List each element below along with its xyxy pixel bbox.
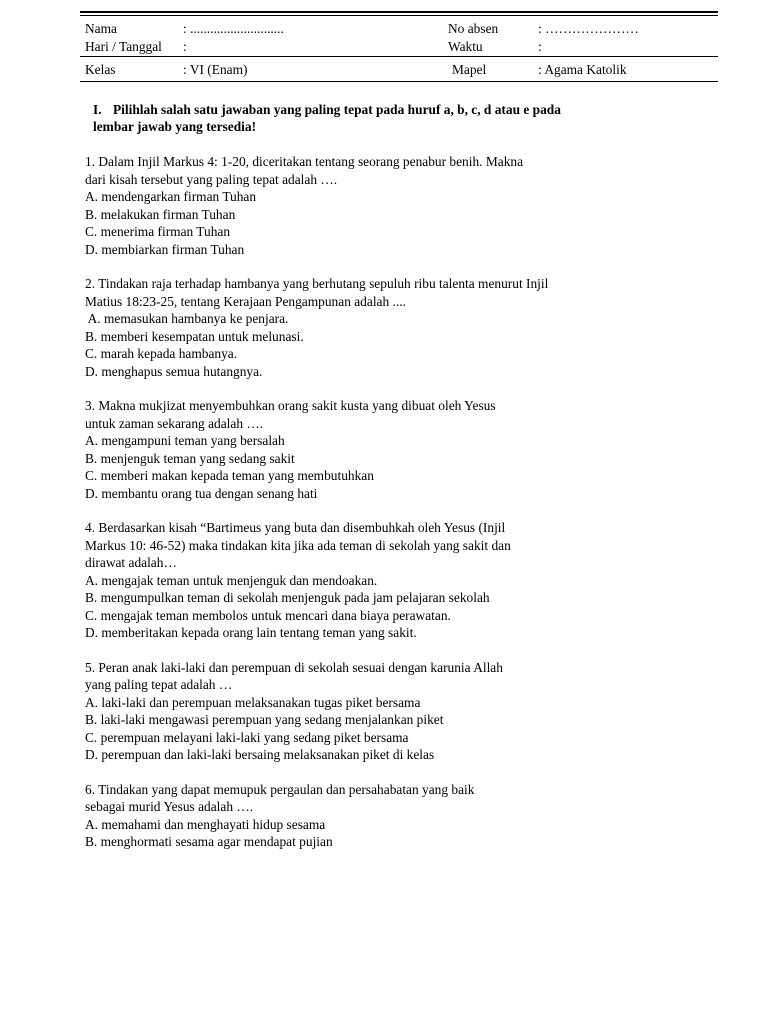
instruction-line-1: Pilihlah salah satu jawaban yang paling tepat pada huruf a, b, c, d atau e pada [113,102,561,117]
question-text-line: 6. Tindakan yang dapat memupuk pergaulan dan persahabatan yang baik [85,781,475,797]
question-1 [85,153,645,258]
absen-label: No absen [448,21,499,36]
kelas-value: : VI (Enam) [183,62,248,77]
hari-label: Hari / Tanggal [85,39,162,54]
answer-option: A. memahami dan menghayati hidup sesama [85,816,326,832]
mapel-value: : Agama Katolik [538,62,627,77]
answer-option: A. mengampuni teman yang bersalah [85,433,285,448]
answer-option: C. marah kepada hambanya. [85,346,238,361]
header-top-rule-thin [80,15,718,16]
header-mid-rule [80,56,718,57]
question-list [85,153,645,868]
instruction-number: I. [93,102,102,117]
header-top-rule [80,11,718,13]
question-text-line: Markus 10: 46-52) maka tindakan kita jika ada teman di sekolah yang sakit dan [85,537,511,553]
question-text-line: 4. Berdasarkan kisah “Bartimeus yang buta dan disembuhkah oleh Yesus (Injil [85,520,506,535]
nama-value: : ............................ [183,21,284,36]
answer-option: A. mendengarkan firman Tuhan [85,189,257,204]
question-text-line: sebagai murid Yesus adalah …. [85,799,254,814]
answer-option: C. mengajak teman membolos untuk mencari dana biaya perawatan. [85,607,451,623]
kelas-label: Kelas [85,62,116,77]
hari-value: : [183,39,187,54]
instruction [93,101,653,135]
question-2 [85,275,645,380]
answer-option: C. perempuan melayani laki-laki yang sedang piket bersama [85,729,409,745]
question-5 [85,659,645,764]
answer-option: D. menghapus semua hutangnya. [85,363,263,379]
question-4 [85,519,645,642]
header-bottom-rule [80,81,718,82]
question-text-line: dirawat adalah… [85,555,177,570]
answer-option: D. membiarkan firman Tuhan [85,241,245,257]
answer-option: A. laki-laki dan perempuan melaksanakan tugas piket bersama [85,694,421,710]
question-text-line: yang paling tepat adalah … [85,677,233,692]
answer-option: D. perempuan dan laki-laki bersaing melaksanakan piket di kelas [85,747,435,762]
answer-option: B. mengumpulkan teman di sekolah menjenguk pada jam pelajaran sekolah [85,590,490,605]
answer-option: A. mengajak teman untuk menjenguk dan mendoakan. [85,572,378,588]
answer-option: C. menerima firman Tuhan [85,224,231,239]
question-text-line: 1. Dalam Injil Markus 4: 1-20, diceritakan tentang seorang penabur benih. Makna [85,154,524,169]
question-text-line: Matius 18:23-25, tentang Kerajaan Pengampunan adalah .... [85,293,406,309]
answer-option: D. memberitakan kepada orang lain tentang teman yang sakit. [85,625,417,640]
question-6 [85,781,645,851]
question-text-line: dari kisah tersebut yang paling tepat adalah …. [85,171,338,187]
question-text-line: untuk zaman sekarang adalah …. [85,415,264,431]
answer-option: B. memberi kesempatan untuk melunasi. [85,328,304,344]
waktu-label: Waktu [448,39,483,54]
question-3 [85,397,645,502]
waktu-value: : [538,39,542,54]
answer-option: B. menjenguk teman yang sedang sakit [85,450,295,466]
absen-value: : ………………… [538,21,639,36]
answer-option: B. menghormati sesama agar mendapat pujian [85,834,333,849]
answer-option: C. memberi makan kepada teman yang membutuhkan [85,468,374,483]
question-text-line: 2. Tindakan raja terhadap hambanya yang berhutang sepuluh ribu talenta menurut Injil [85,276,549,291]
answer-option: D. membantu orang tua dengan senang hati [85,485,318,501]
instruction-line-2: lembar jawab yang tersedia! [93,119,257,134]
answer-option: B. melakukan firman Tuhan [85,206,236,222]
question-text-line: 5. Peran anak laki-laki dan perempuan di sekolah sesuai dengan karunia Allah [85,659,503,675]
answer-option: B. laki-laki mengawasi perempuan yang sedang menjalankan piket [85,712,444,727]
mapel-label: Mapel [452,62,487,77]
question-text-line: 3. Makna mukjizat menyembuhkan orang sakit kusta yang dibuat oleh Yesus [85,398,496,413]
answer-option: A. memasukan hambanya ke penjara. [85,311,289,326]
nama-label: Nama [85,21,117,36]
